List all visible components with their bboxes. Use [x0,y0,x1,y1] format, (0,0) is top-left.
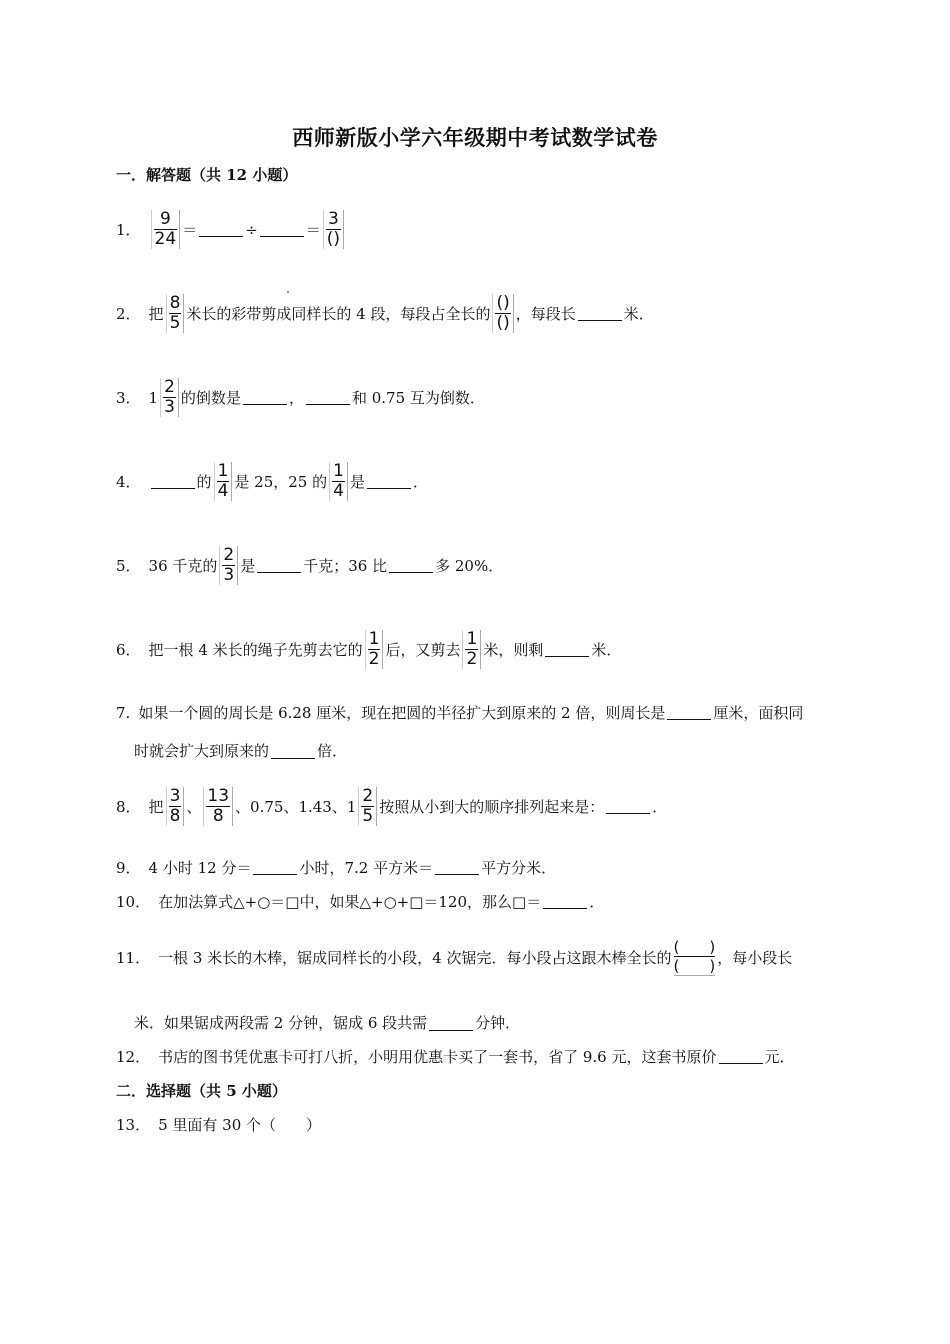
fraction: $\frac{2}{3}$ [219,546,238,585]
fraction-placeholder[interactable]: $\frac{( )}{( )}$ [673,938,716,975]
answer-blank[interactable] [389,571,433,573]
fraction: $\frac{1}{4}$ [214,462,233,501]
mixed-number: 1 $\frac{2}{5}$ [347,787,379,826]
fraction: $\frac{3}{()}$ [323,210,344,249]
question-9: 9． 4 小时 12 分＝ 小时，7.2 平方米＝ 平方分米． [116,859,557,877]
answer-blank[interactable] [667,718,711,720]
answer-blank[interactable] [199,235,243,237]
question-number: 8． [116,798,141,816]
question-number: 9． [116,859,141,877]
answer-blank[interactable] [545,655,589,657]
answer-blank[interactable] [429,1029,473,1031]
answer-blank[interactable] [253,873,297,875]
fraction: $\frac{8}{5}$ [166,294,185,333]
question-number: 10． [116,893,151,911]
answer-blank[interactable] [243,403,287,405]
fraction: $\frac{1}{4}$ [329,462,348,501]
question-number: 2． [116,305,141,323]
answer-blank[interactable] [435,873,479,875]
question-number: 12． [116,1048,151,1066]
question-number: 3． [116,389,141,407]
question-11-continuation: 米．如果锯成两段需 2 分钟，锯成 6 段共需 分钟． [134,1014,521,1032]
page-title: 西师新版小学六年级期中考试数学试卷 [292,125,658,150]
question-number: 5． [116,557,141,575]
decorative-dot [287,291,289,293]
fraction-placeholder[interactable]: $\frac{()}{()}$ [492,294,513,333]
answer-blank[interactable] [306,403,350,405]
question-7: 7. 如果一个圆的周长是 6.28 厘米，现在把圆的半径扩大到原来的 2 倍，则周长是 厘米，面积同 [116,703,804,722]
question-13: 13． 5 里面有 30 个（ ） [116,1116,322,1134]
question-8: 8． 把 $\frac{3}{8}$ 、 $\frac{13}{8}$ 、0.75、1.43、 1 $\frac{2}{5}$ 按照从小到大的顺序排列起来是： ． [116,786,668,826]
answer-blank[interactable] [271,757,315,759]
answer-blank[interactable] [543,907,587,909]
question-number: 11． [116,948,151,967]
answer-blank[interactable] [260,235,304,237]
section-heading-choice: 二．选择题（共 5 小题） [116,1082,287,1100]
question-6: 6． 把一根 4 米长的绳子先剪去它的 $\frac{1}{2}$ 后，又剪去 $\frac{1}{2}$ 米，则剩 米． [116,629,622,669]
question-1: 1． $\frac{9}{24}$ ＝ ÷ ＝ $\frac{3}{()}$ [116,210,346,249]
question-4: 4． 的 $\frac{1}{4}$ 是 25，25 的 $\frac{1}{4}$ 是 ． [116,461,428,501]
question-2: 2． 把 $\frac{8}{5}$ 米长的彩带剪成同样长的 4 段，每段占全长的 $\frac{()}{()}$ ，每段长 米． [116,293,654,333]
fraction: $\frac{13}{8}$ [203,787,233,826]
question-7-continuation: 时就会扩大到原来的 倍． [134,742,348,760]
question-11: 11． 一根 3 米长的木棒，锯成同样长的小段，4 次锯完．每小段占这跟木棒全长的 $\frac{( )}{( )}$ ，每小段长 [116,938,793,975]
answer-blank[interactable] [367,487,411,489]
question-number: 6． [116,641,141,659]
answer-blank[interactable] [578,319,622,321]
question-3: 3． 1 $\frac{2}{3}$ 的倒数是 ， 和 0.75 互为倒数． [116,377,485,417]
question-number: 13． [116,1116,151,1134]
answer-blank[interactable] [606,812,650,814]
question-number: 7. [116,703,131,722]
fraction: $\frac{1}{2}$ [365,630,384,669]
answer-blank[interactable] [257,571,301,573]
fraction: $\frac{3}{8}$ [166,787,185,826]
question-5: 5． 36 千克的 $\frac{2}{3}$ 是 千克；36 比 多 20%． [116,545,504,585]
section-heading-answer: 一．解答题（共 12 小题） [116,166,298,184]
mixed-number: 1 $\frac{2}{3}$ [149,378,181,417]
answer-blank[interactable] [719,1062,763,1064]
question-number: 1． [116,221,141,239]
question-12: 12． 书店的图书凭优惠卡可打八折，小明用优惠卡买了一套书，省了 9.6 元，这套书原价 元． [116,1048,795,1066]
answer-blank[interactable] [151,487,195,489]
fraction: $\frac{1}{2}$ [462,630,481,669]
fraction: $\frac{9}{24}$ [151,210,181,249]
question-10: 10． 在加法算式△+○＝□中，如果△+○+□＝120，那么□＝ ． [116,893,605,911]
question-number: 4． [116,473,141,491]
